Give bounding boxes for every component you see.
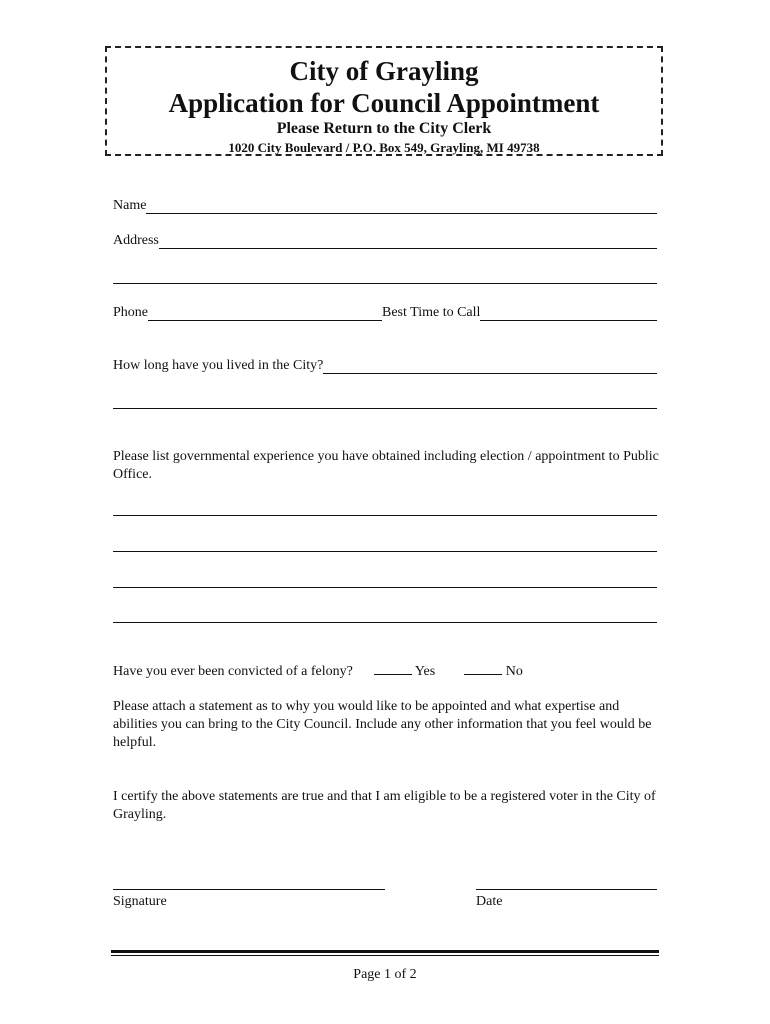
address-label: Address	[113, 233, 159, 248]
experience-line-4[interactable]	[113, 622, 657, 623]
experience-prompt: Please list governmental experience you have obtained including election / appointment to Public Office.	[113, 449, 659, 482]
felony-no-blank[interactable]	[464, 662, 502, 675]
signature-label: Signature	[113, 894, 167, 909]
experience-line-3[interactable]	[113, 587, 657, 588]
date-field[interactable]	[476, 889, 657, 890]
felony-question: Have you ever been convicted of a felony?	[113, 664, 353, 679]
statement-prompt: Please attach a statement as to why you would like to be appointed and what expertise and abilities you can bring to the City Council. Include any other information that you feel would be helpful.	[113, 699, 652, 750]
certification-text: I certify the above statements are true and that I am eligible to be a registered voter in the City of Grayling.	[113, 789, 656, 822]
clerk-address: 1020 City Boulevard / P.O. Box 549, Grayling, MI 49738	[228, 140, 540, 155]
footer-divider-thin	[111, 955, 659, 956]
form-title: Application for Council Appointment	[168, 88, 600, 118]
address-row	[113, 233, 657, 249]
felony-no-label: No	[505, 664, 523, 679]
felony-yes-label: Yes	[414, 664, 436, 679]
footer-divider	[111, 950, 659, 953]
experience-line-2[interactable]	[113, 551, 657, 552]
phone-field[interactable]	[148, 306, 382, 321]
residency-field-line-2[interactable]	[113, 408, 657, 409]
city-title: City of Grayling	[289, 56, 479, 86]
page-number: Page 1 of 2	[353, 967, 417, 982]
date-label: Date	[476, 894, 503, 909]
header-box	[105, 46, 663, 156]
felony-yes-blank[interactable]	[374, 662, 412, 675]
phone-label: Phone	[113, 305, 148, 320]
name-row	[113, 198, 657, 214]
signature-field[interactable]	[113, 889, 385, 890]
name-field[interactable]	[146, 199, 657, 214]
felony-row	[113, 662, 523, 680]
best-time-label: Best Time to Call	[382, 305, 481, 320]
return-instruction: Please Return to the City Clerk	[276, 120, 492, 137]
address-field[interactable]	[159, 234, 657, 249]
address-field-line-2[interactable]	[113, 283, 657, 284]
residency-field[interactable]	[323, 359, 657, 374]
best-time-field[interactable]	[480, 306, 657, 321]
experience-line-1[interactable]	[113, 515, 657, 516]
phone-row	[113, 305, 657, 321]
name-label: Name	[113, 198, 147, 213]
residency-row	[113, 358, 657, 374]
residency-label: How long have you lived in the City?	[113, 358, 324, 373]
